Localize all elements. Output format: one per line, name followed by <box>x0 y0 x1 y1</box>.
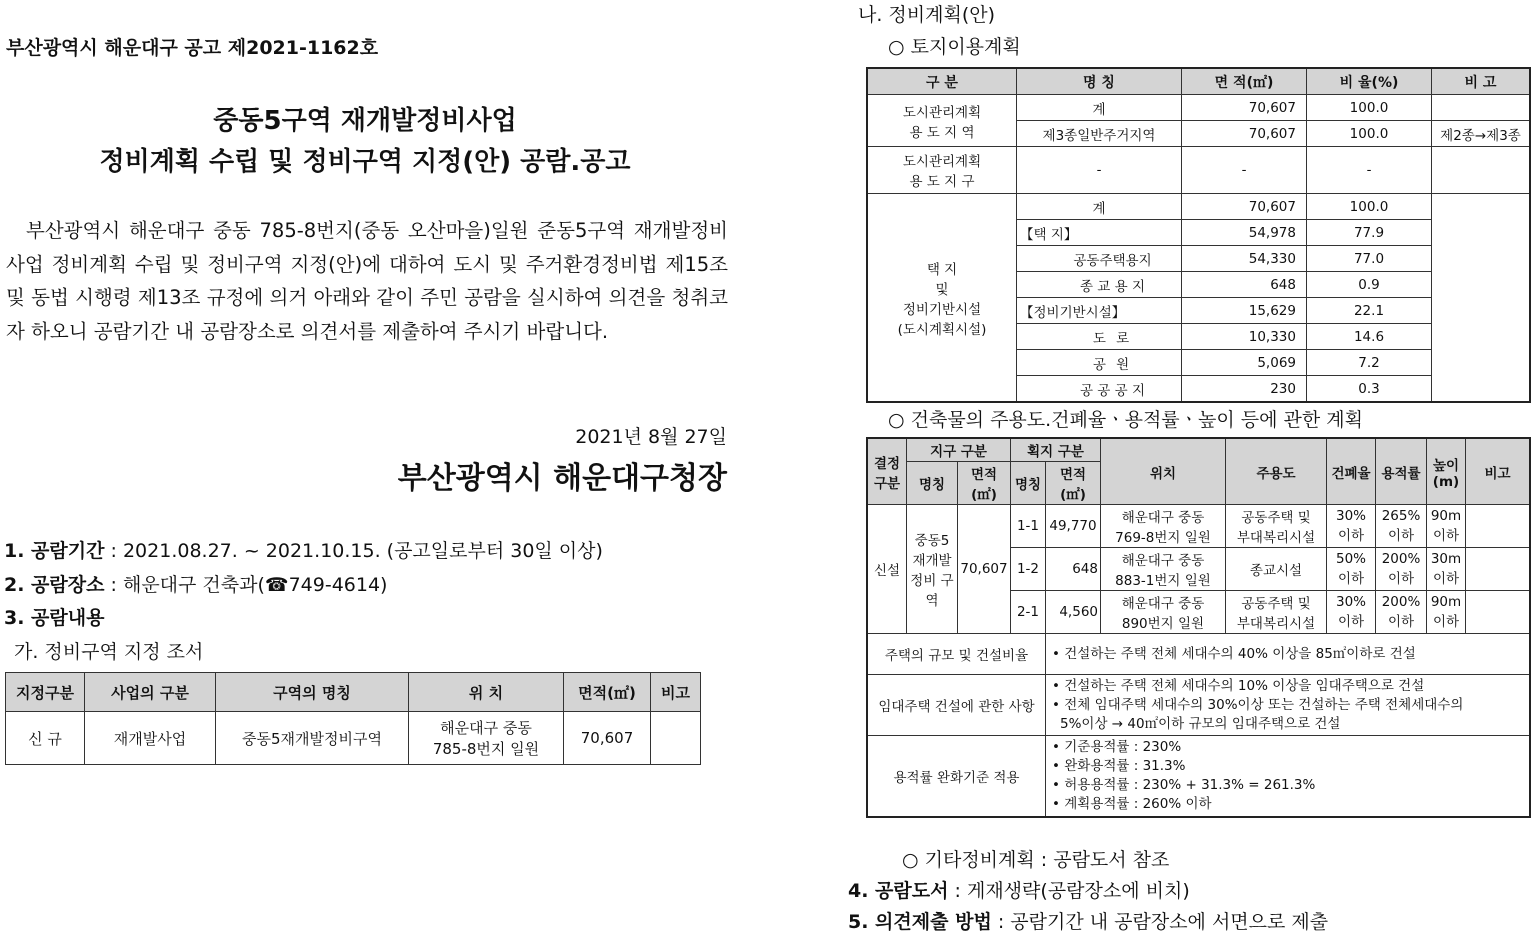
cell-name: 【정비기반시설】 <box>1017 298 1182 324</box>
rental-line1: • 건설하는 주택 전체 세대수의 10% 이상을 임대주택으로 건설 <box>1052 677 1425 694</box>
building-plan-heading: ○ 건축물의 주용도.건폐율ㆍ용적률ㆍ높이 등에 관한 계획 <box>888 409 1363 431</box>
th-coverage: 건폐율 <box>1327 438 1376 505</box>
far-line4: • 계획용적률 : 260% 이하 <box>1052 796 1212 812</box>
cell-ratio: 100.0 <box>1307 194 1432 220</box>
g1-line2: 용 도 지 역 <box>909 124 975 141</box>
cell-note <box>1432 147 1531 194</box>
cell-ratio: 7.2 <box>1307 350 1432 376</box>
sub-a: 가. 정비구역 지정 조서 <box>14 641 204 663</box>
loc-line1: 해운대구 중동 <box>1121 553 1205 569</box>
cell-area: 54,330 <box>1182 246 1307 272</box>
th-area: 면 적(㎡) <box>1182 68 1307 95</box>
period-value: : 2021.08.27. ~ 2021.10.15. (공고일로부터 30일 이상) <box>110 540 603 562</box>
th-far: 용적률 <box>1376 438 1427 505</box>
height-suffix: 이하 <box>1432 614 1460 630</box>
document-title-line2: 정비계획 수립 및 정비구역 지정(안) 공람.공고 <box>99 147 631 177</box>
docs-label: 4. 공람도서 <box>848 880 949 902</box>
cell-area: 648 <box>1182 272 1307 298</box>
coverage-suffix: 이하 <box>1337 571 1365 587</box>
cell-note <box>651 712 701 765</box>
table-header-row <box>6 673 701 712</box>
cell-height <box>1427 591 1466 634</box>
loc-line1: 해운대구 중동 <box>1121 510 1205 526</box>
cell-area: 70,607 <box>1182 194 1307 220</box>
g2-line2: 용 도 지 구 <box>909 174 975 190</box>
content-label: 3. 공람내용 <box>4 607 105 629</box>
body-text: 부산광역시 해운대구 중동 785-8번지(중동 오산마을)일원 준동5구역 재개발정비사업 정비계획 수립 및 정비구역 지정(안)에 대하여 도시 및 주거환경정비법 제15조 및 동법 시행령 제13조 규정에 의거 아래와 같이 주민 공람을 실시하여 의견을 청취코자 하오니 공람기간 내 공람장소로 의견서를 제출하여 주시기 바랍니다. <box>6 219 728 343</box>
cell-main-use <box>1226 591 1327 634</box>
loc-line2: 883-1번지 일원 <box>1115 573 1211 589</box>
g3-line3: 정비기반시설 <box>902 301 982 318</box>
use-line1: 공동주택 및 <box>1241 510 1311 526</box>
cell-name: 공 원 <box>1017 350 1182 376</box>
th-zone-name: 명칭 <box>907 462 958 505</box>
cell-area: 15,629 <box>1182 298 1307 324</box>
cell-main-use <box>1226 505 1327 548</box>
cell-name: - <box>1017 147 1182 194</box>
cell-height <box>1427 505 1466 548</box>
far-line3: • 허용용적률 : 230% + 31.3% = 261.3% <box>1052 777 1316 793</box>
cell-area: 70,607 <box>1182 95 1307 121</box>
table-row <box>867 736 1530 818</box>
cell-use-area <box>867 95 1017 147</box>
loc-line1: 해운대구 중동 <box>440 719 532 737</box>
signer: 부산광역시 해운대구청장 <box>397 461 727 496</box>
rental-line3: 5%이상 → 40㎡이하 규모의 임대주택으로 건설 <box>1060 715 1341 732</box>
far-suffix: 이하 <box>1387 571 1415 587</box>
th-decision: 결정구분 <box>867 438 907 505</box>
cell-note <box>1466 505 1531 548</box>
table-row <box>867 634 1530 675</box>
cell-designation: 신 규 <box>6 712 85 765</box>
coverage-suffix: 이하 <box>1337 528 1365 544</box>
coverage-value: 50% <box>1335 551 1366 567</box>
building-plan-table <box>866 437 1531 818</box>
cell-far <box>1376 548 1427 591</box>
table-row <box>6 712 701 765</box>
height-suffix: 이하 <box>1432 528 1460 544</box>
cell-ratio: 100.0 <box>1307 95 1432 121</box>
cell-name: 공 공 공 지 <box>1017 376 1182 403</box>
cell-location <box>1101 505 1226 548</box>
height-value: 90m <box>1430 594 1462 610</box>
th-name: 명 칭 <box>1017 68 1182 95</box>
far-suffix: 이하 <box>1387 528 1415 544</box>
loc-line2: 890번지 일원 <box>1121 616 1205 632</box>
cell-note <box>1432 194 1531 403</box>
table-header-row <box>867 68 1530 95</box>
cell-zone-area: 70,607 <box>958 505 1011 634</box>
cell-ratio: 14.6 <box>1307 324 1432 350</box>
cell-lot-name: 2-1 <box>1011 591 1046 634</box>
th-height: 높이(m) <box>1427 438 1466 505</box>
cell-project-type: 재개발사업 <box>85 712 216 765</box>
cell-location <box>1101 548 1226 591</box>
th-zone-name: 구역의 명칭 <box>216 673 409 712</box>
g3-line4: (도시계획시설) <box>897 321 987 338</box>
opinion-label: 5. 의견제출 방법 <box>848 911 992 933</box>
table-header-row <box>867 438 1530 462</box>
cell-rental-label: 임대주택 건설에 관한 사항 <box>867 675 1046 736</box>
cell-area: - <box>1182 147 1307 194</box>
period-label: 1. 공람기간 <box>4 540 105 562</box>
far-suffix: 이하 <box>1387 614 1415 630</box>
cell-use-district <box>867 147 1017 194</box>
place-label: 2. 공람장소 <box>4 574 105 596</box>
far-value: 200% <box>1381 551 1421 567</box>
table-row <box>867 505 1530 548</box>
cell-far <box>1376 591 1427 634</box>
cell-lot-area: 4,560 <box>1046 591 1101 634</box>
notice-date: 2021년 8월 27일 <box>575 426 727 448</box>
land-use-table <box>866 67 1531 403</box>
far-value: 265% <box>1381 508 1421 524</box>
opinion-value: : 공람기간 내 공람장소에 서면으로 제출 <box>997 911 1329 933</box>
cell-ratio: - <box>1307 147 1432 194</box>
th-project-type: 사업의 구분 <box>85 673 216 712</box>
cell-lot-area: 49,770 <box>1046 505 1101 548</box>
th-note: 비고 <box>651 673 701 712</box>
th-note: 비 고 <box>1432 68 1531 95</box>
cell-lot-area: 648 <box>1046 548 1101 591</box>
table-row <box>867 194 1530 220</box>
land-use-heading: ○ 토지이용계획 <box>888 36 1021 58</box>
th-zone-area: 면적(㎡) <box>958 462 1011 505</box>
cell-coverage <box>1327 505 1376 548</box>
table-row <box>867 675 1530 736</box>
cell-rental-text <box>1046 675 1531 736</box>
use-line2: 부대복리시설 <box>1236 530 1316 546</box>
g3-line1: 택 지 <box>926 261 958 278</box>
cell-far <box>1376 505 1427 548</box>
docs-value: : 게재생략(공람장소에 비치) <box>954 880 1190 902</box>
cell-ratio: 100.0 <box>1307 121 1432 147</box>
g3-line2: 및 <box>935 281 949 298</box>
cell-name: 【택 지】 <box>1017 220 1182 246</box>
cell-coverage <box>1327 548 1376 591</box>
cell-name: 계 <box>1017 95 1182 121</box>
item-docs <box>848 876 1190 903</box>
use-line1: 종교시설 <box>1249 563 1303 579</box>
g1-line1: 도시관리계획 <box>902 104 982 121</box>
notice-number: 부산광역시 해운대구 공고 제2021-1162호 <box>6 37 379 59</box>
cell-area: 54,978 <box>1182 220 1307 246</box>
item-period <box>4 536 603 563</box>
coverage-value: 30% <box>1335 594 1366 610</box>
th-location: 위 치 <box>409 673 564 712</box>
cell-ratio: 0.9 <box>1307 272 1432 298</box>
cell-lot-name: 1-1 <box>1011 505 1046 548</box>
other-plan: ○ 기타정비계획 : 공람도서 참조 <box>902 849 1170 871</box>
cell-note <box>1466 591 1531 634</box>
sub-b: 나. 정비계획(안) <box>858 4 996 26</box>
far-value: 200% <box>1381 594 1421 610</box>
height-suffix: 이하 <box>1432 571 1460 587</box>
item-place <box>4 570 387 597</box>
th-lot-area: 면적(㎡) <box>1046 462 1101 505</box>
cell-ratio: 22.1 <box>1307 298 1432 324</box>
cell-note <box>1466 548 1531 591</box>
rental-line2: • 전체 임대주택 세대수의 30%이상 또는 건설하는 주택 전체세대수의 <box>1052 696 1464 713</box>
cell-area: 70,607 <box>1182 121 1307 147</box>
loc-line1: 해운대구 중동 <box>1121 596 1205 612</box>
cell-area: 70,607 <box>564 712 651 765</box>
loc-line2: 785-8번지 일원 <box>432 740 540 758</box>
cell-note <box>1432 95 1531 121</box>
cell-name: 도 로 <box>1017 324 1182 350</box>
cell-ratio: 0.3 <box>1307 376 1432 403</box>
th-note: 비고 <box>1466 438 1531 505</box>
height-value: 30m <box>1430 551 1462 567</box>
use-line1: 공동주택 및 <box>1241 596 1311 612</box>
cell-lot-name: 1-2 <box>1011 548 1046 591</box>
cell-name: 계 <box>1017 194 1182 220</box>
cell-name: 종 교 용 지 <box>1017 272 1182 298</box>
use-line2: 부대복리시설 <box>1236 616 1316 632</box>
th-zone: 지구 구분 <box>907 438 1011 462</box>
item-opinion <box>848 907 1328 934</box>
cell-area: 10,330 <box>1182 324 1307 350</box>
g2-line1: 도시관리계획 <box>902 154 982 170</box>
cell-main-use <box>1226 548 1327 591</box>
cell-zone-name: 중동5 재개발 정비 구역 <box>907 505 958 634</box>
cell-land-infra <box>867 194 1017 403</box>
table-row <box>867 147 1530 194</box>
cell-ratio: 77.0 <box>1307 246 1432 272</box>
cell-far-text <box>1046 736 1531 818</box>
height-value: 90m <box>1430 508 1462 524</box>
cell-area: 5,069 <box>1182 350 1307 376</box>
far-line1: • 기준용적률 : 230% <box>1052 739 1182 755</box>
far-line2: • 완화용적률 : 31.3% <box>1052 758 1186 774</box>
body-paragraph <box>6 214 728 348</box>
th-category: 구 분 <box>867 68 1017 95</box>
cell-ratio: 77.9 <box>1307 220 1432 246</box>
cell-zone-name: 중동5재개발정비구역 <box>216 712 409 765</box>
cell-name: 제3종일반주거지역 <box>1017 121 1182 147</box>
cell-housing-text: • 건설하는 주택 전체 세대수의 40% 이상을 85㎡이하로 건설 <box>1046 634 1531 675</box>
th-location: 위치 <box>1101 438 1226 505</box>
coverage-value: 30% <box>1335 508 1366 524</box>
th-lot-name: 명칭 <box>1011 462 1046 505</box>
cell-height <box>1427 548 1466 591</box>
loc-line2: 769-8번지 일원 <box>1115 530 1211 546</box>
cell-location <box>409 712 564 765</box>
th-designation: 지정구분 <box>6 673 85 712</box>
th-lot: 획지 구분 <box>1011 438 1101 462</box>
th-main-use: 주용도 <box>1226 438 1327 505</box>
cell-name: 공동주택용지 <box>1017 246 1182 272</box>
cell-far-label: 용적률 완화기준 적용 <box>867 736 1046 818</box>
zone-designation-table <box>5 672 701 765</box>
cell-note: 제2종→제3종 <box>1432 121 1531 147</box>
cell-area: 230 <box>1182 376 1307 403</box>
table-row <box>867 95 1530 121</box>
document-title-line1: 중동5구역 재개발정비사업 <box>213 106 517 136</box>
cell-coverage <box>1327 591 1376 634</box>
cell-housing-label: 주택의 규모 및 건설비율 <box>867 634 1046 675</box>
cell-location <box>1101 591 1226 634</box>
th-ratio: 비 율(%) <box>1307 68 1432 95</box>
item-content <box>4 603 104 630</box>
coverage-suffix: 이하 <box>1337 614 1365 630</box>
cell-decision: 신설 <box>867 505 907 634</box>
place-value: : 해운대구 건축과(☎749-4614) <box>110 574 388 596</box>
th-area: 면적(㎡) <box>564 673 651 712</box>
